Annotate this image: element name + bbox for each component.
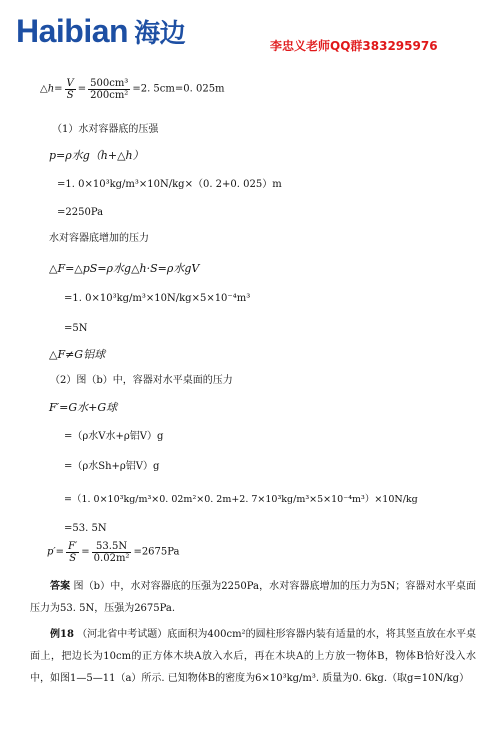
- table-force-step2: =（ρ水Sh+ρ铝V）g: [64, 461, 160, 472]
- eq1-value-numerator: 500cm³: [90, 78, 129, 89]
- eq1-numerator: V: [66, 78, 74, 89]
- eq2-value-denominator: 0.02m²: [93, 553, 130, 564]
- eq2-denominator: S: [69, 553, 77, 564]
- eq1-lhs: △h=: [40, 83, 63, 95]
- force-not-equal: △F≠G铝球: [49, 348, 106, 361]
- eq2-lhs: p′=: [47, 546, 65, 558]
- eq2-value-numerator: 53.5N: [92, 541, 132, 553]
- added-force-heading: 水对容器底增加的压力: [49, 233, 149, 244]
- answer-label: 答案: [50, 581, 71, 592]
- eq1-fraction-values: [88, 78, 130, 101]
- pressure-result: =2250Pa: [57, 207, 104, 218]
- haibian-logo: [16, 14, 185, 50]
- eq2-fraction-f-s: [66, 541, 79, 564]
- force-calculation: =1. 0×10³kg/m³×10N/kg×5×10⁻⁴m³: [64, 293, 251, 304]
- eq1-result: =2. 5cm=0. 025m: [132, 83, 225, 95]
- eq1-value-denominator: 200cm²: [90, 90, 129, 101]
- logo-chinese: 海边: [134, 18, 186, 48]
- example-text: （河北省中考试题）底面积为400cm²的圆柱形容器内装有适量的水，将其竖直放在水平桌面上，把边长为10cm的正方体木块A放入水后，再在木块A的上方放一物体B，物体B恰好没入水中，如图1—5—11（a）所示. 已知物体B的密度为6×10³kg/m³. 质量为0. 6kg.（取g=10N/kg）: [30, 629, 476, 684]
- answer-paragraph: [30, 576, 476, 620]
- eq1-fraction-v-s: [65, 78, 76, 101]
- eq2-equals: =: [81, 546, 90, 558]
- table-force-result: =53. 5N: [64, 523, 107, 534]
- example-label: 例18: [50, 629, 74, 640]
- table-force-formula: F′=G水+G球: [49, 401, 118, 414]
- answer-text: 图（b）中，水对容器底的压强为2250Pa，水对容器底增加的压力为5N；容器对水平桌面压力为53. 5N，压强为2675Pa.: [30, 581, 477, 614]
- delta-h-equation: [40, 78, 225, 101]
- force-result: =5N: [64, 323, 88, 334]
- qq-group-banner: 李忠义老师QQ群383295976: [270, 39, 438, 53]
- table-force-step1: =（ρ水V水+ρ铝V）g: [64, 431, 164, 442]
- logo-latin: Haibian: [16, 13, 129, 49]
- step1-heading: （1）水对容器底的压强: [52, 124, 159, 135]
- eq1-denominator: S: [66, 90, 74, 101]
- table-pressure-equation: [47, 541, 180, 564]
- example-18-paragraph: [30, 624, 476, 690]
- eq2-result: =2675Pa: [133, 546, 180, 558]
- table-force-calculation: =（1. 0×10³kg/m³×0. 02m²×0. 2m+2. 7×10³kg/m³×5×10⁻⁴m³）×10N/kg: [64, 494, 418, 505]
- pressure-formula: p=ρ水g（h+△h）: [49, 149, 144, 162]
- eq1-equals: =: [77, 83, 87, 95]
- pressure-calculation: =1. 0×10³kg/m³×10N/kg×（0. 2+0. 025）m: [57, 179, 282, 190]
- eq2-fraction-values: [92, 541, 132, 564]
- eq2-numerator: F′: [68, 541, 78, 552]
- step2-heading: （2）图（b）中，容器对水平桌面的压力: [50, 375, 233, 386]
- force-formula: △F=△pS=ρ水g△h·S=ρ水gV: [49, 262, 200, 275]
